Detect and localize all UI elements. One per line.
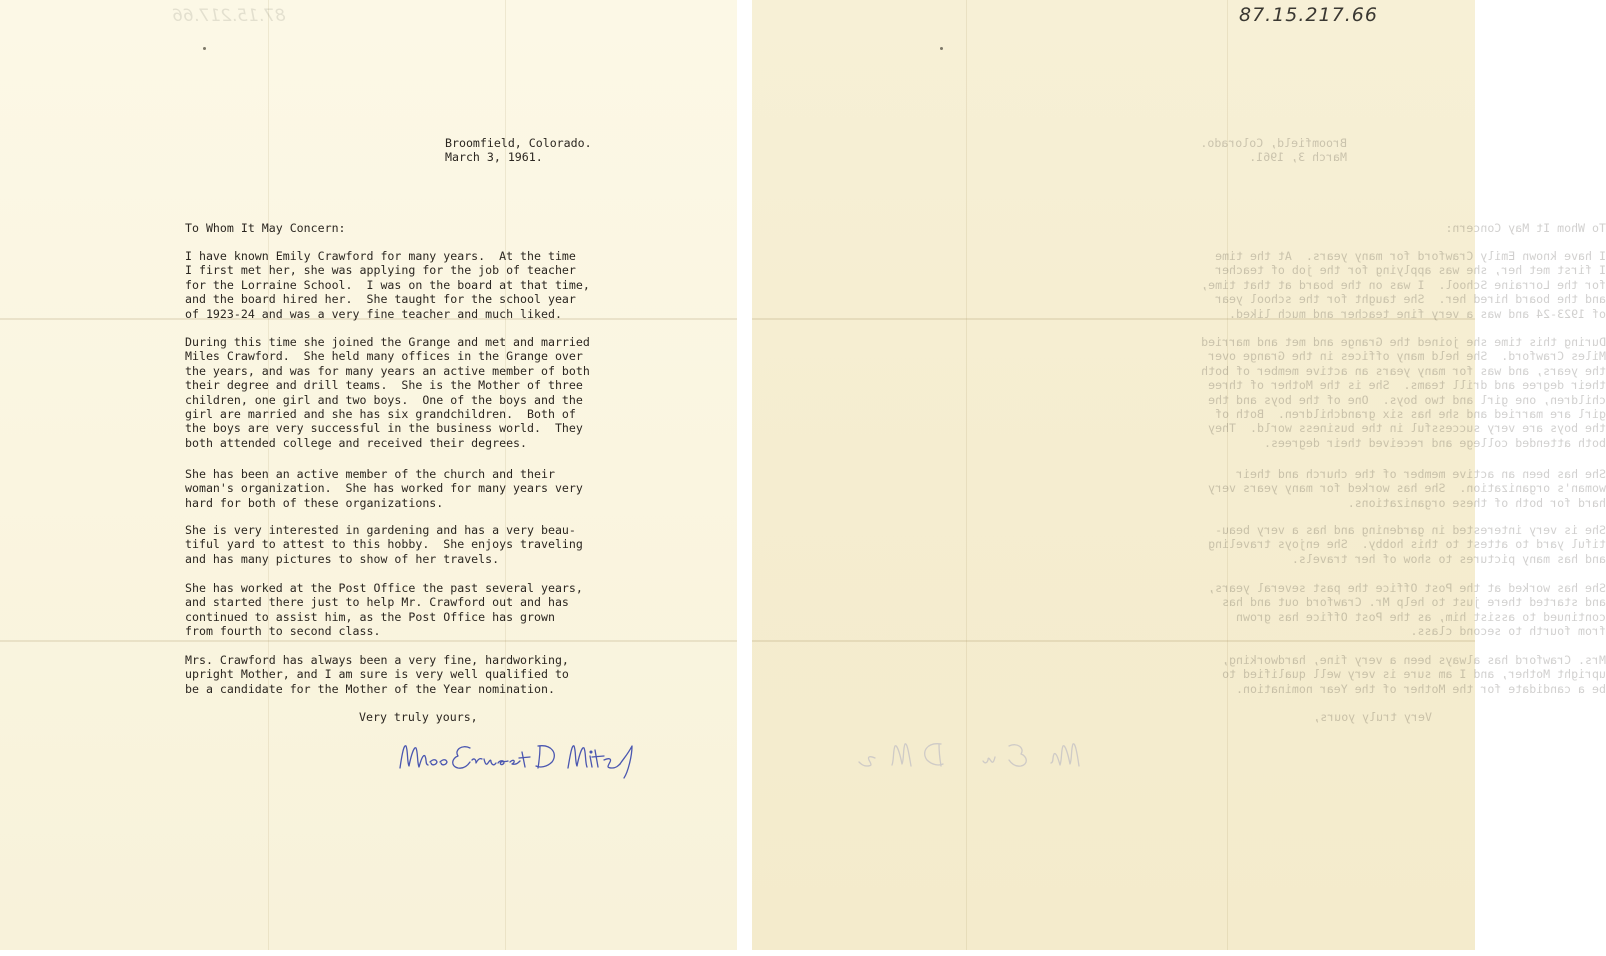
letter-paragraph-6: Mrs. Crawford has always been a very fine, hardworking, upright Mother, and I am sure is very well qualified to be a candidate for the Mother of the Year nomination. (185, 653, 569, 696)
ghost-closing: Very truly yours, (1313, 710, 1432, 724)
ghost-paragraph-2: During this time she joined the Grange and met and married Miles Crawford. She held many offices in the Grange over the years, and was for many years an active member of both their degree and drill teams. She is the Mother of three children, one girl and two boys. One of the boys and the girl are married and she has six grandchildren. Both of the boys are very successful in the business world. They both attended college and received their degrees. (1201, 335, 1606, 450)
ghost-date: March 3, 1961. (1249, 150, 1347, 164)
signature-show-through (832, 730, 1087, 780)
punch-mark (203, 47, 206, 50)
letter-paragraph-2: During this time she joined the Grange and met and married Miles Crawford. She held many offices in the Grange over the years, and was for many years an active member of both their degree and drill teams. She is the Mother of three children, one girl and two boys. One of the boys and the girl are married and she has six grandchildren. Both of the boys are very successful in the business world. They both attended college and received their degrees. (185, 335, 590, 450)
ghost-paragraph-1: I have known Emily Crawford for many years. At the time I first met her, she was applying for the job of teacher for the Lorraine School. I was on the board at that time, and the board hired her. She taught for the school year of 1923-24 and was a very fine teacher and much liked. (1201, 249, 1606, 321)
letter-salutation: To Whom It May Concern: (185, 221, 346, 235)
handwritten-signature (392, 732, 647, 782)
ghost-paragraph-5: She has worked at the Post Office the past several years, and started there just to help Mr. Crawford out and has continued to assist him, as the Post Office has grown from fourth to second class. (1208, 581, 1606, 639)
catalog-number: 87.15.217.66 (1239, 4, 1378, 26)
letter-date: March 3, 1961. (445, 150, 543, 164)
ghost-paragraph-3: She has been an active member of the church and their woman's organization. She has worked for many years very hard for both of these organizations. (1208, 467, 1606, 510)
ghost-salutation: To Whom It May Concern: (1445, 221, 1606, 235)
show-through-text (752, 0, 1606, 950)
letter-paragraph-5: She has worked at the Post Office the past several years, and started there just to help Mr. Crawford out and has continued to assist him, as the Post Office has grown from fourth to second class. (185, 581, 583, 639)
ghost-paragraph-6: Mrs. Crawford has always been a very fine, hardworking, upright Mother, and I am sure is very well qualified to be a candidate for the Mother of the Year nomination. (1222, 653, 1606, 696)
catalog-number-bleed: 87.15.217.66 (172, 6, 286, 26)
letter-paragraph-3: She has been an active member of the church and their woman's organization. She has worked for many years very hard for both of these organizations. (185, 467, 583, 510)
letter-reverse-page (752, 0, 1606, 950)
letter-paragraph-1: I have known Emily Crawford for many years. At the time I first met her, she was applying for the job of teacher for the Lorraine School. I was on the board at that time, and the board hired her. She taught for the school year of 1923-24 and was a very fine teacher and much liked. (185, 249, 590, 321)
letter-closing: Very truly yours, (359, 710, 478, 724)
letter-location: Broomfield, Colorado. (445, 136, 592, 150)
fold-line (0, 640, 737, 642)
ghost-paragraph-4: She is very interested in gardening and has a very beau- tiful yard to attest to this hobby. She enjoys traveling and has many pictures to show of her travels. (1208, 523, 1606, 566)
ghost-location: Broomfield, Colorado. (1200, 136, 1347, 150)
letter-front-page (0, 0, 737, 950)
letter-paragraph-4: She is very interested in gardening and has a very beau- tiful yard to attest to this hobby. She enjoys traveling and has many pictures to show of her travels. (185, 523, 583, 566)
